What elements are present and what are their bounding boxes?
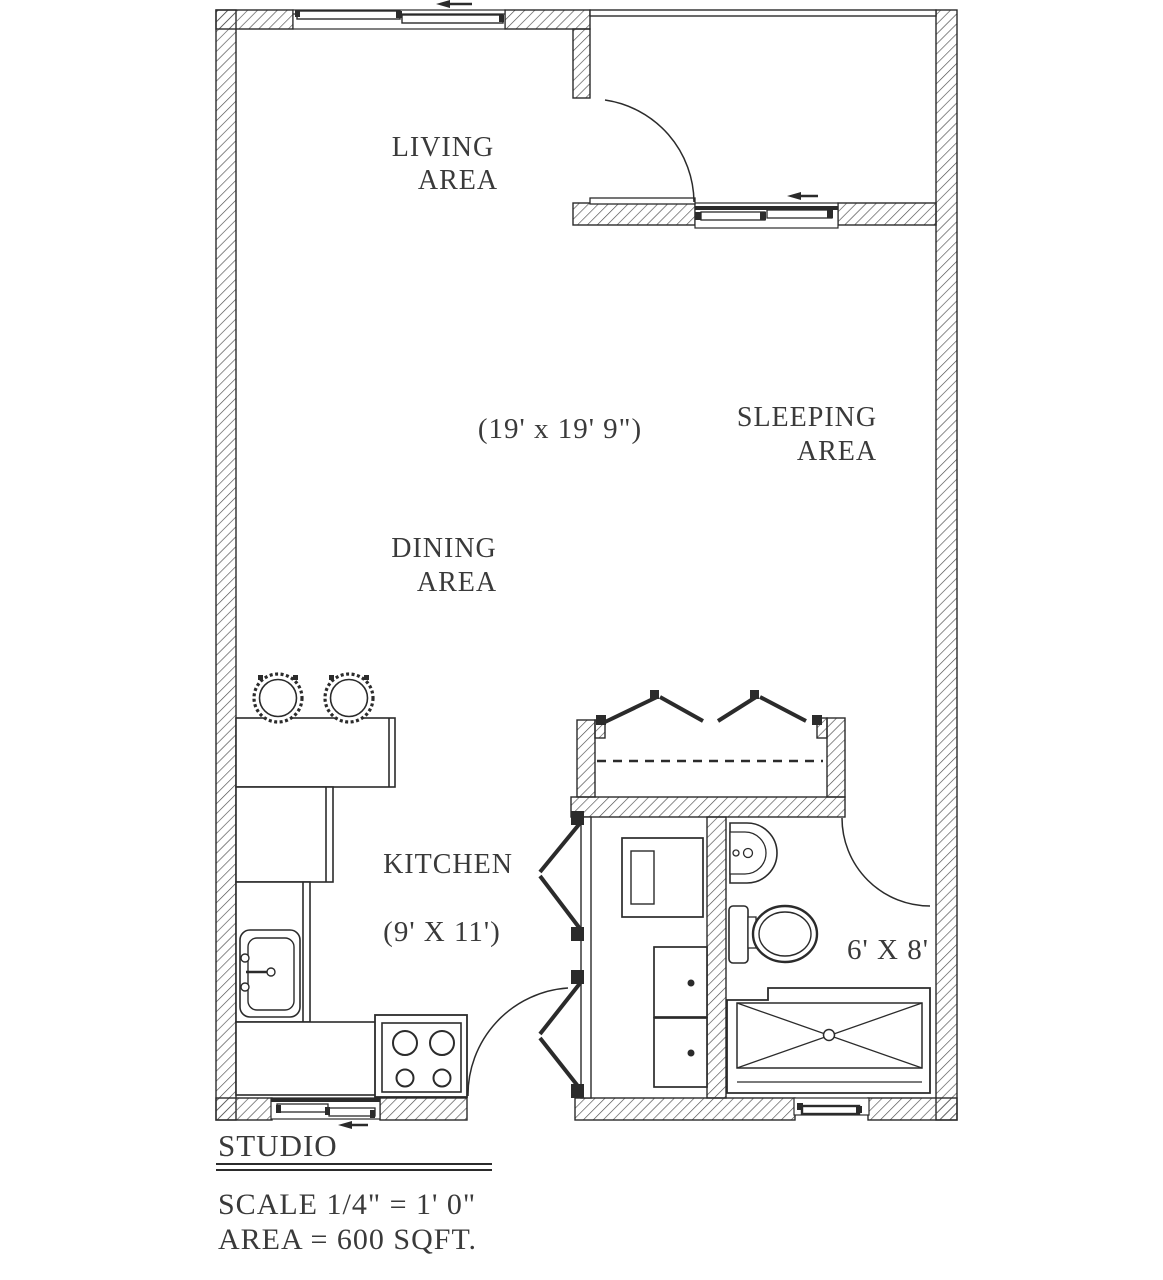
bathtub <box>727 988 930 1093</box>
bathroom-left-wall <box>707 817 726 1098</box>
kitchen-sink <box>240 930 300 1017</box>
closet-bifold-pivots <box>596 690 822 725</box>
utility-cabinet-upper <box>654 947 707 1017</box>
toilet <box>729 906 817 963</box>
living-area-label-line2: AREA <box>417 165 499 196</box>
closet-left-stub <box>577 720 595 797</box>
wall-top-left <box>216 10 293 29</box>
toilet-tank <box>729 906 748 963</box>
sleeping-area-label-line2: AREA <box>796 436 878 467</box>
plan-title: STUDIO <box>218 1128 338 1163</box>
kitchen-dimension: (9' X 11') <box>383 916 501 948</box>
wall-bottom-4 <box>868 1098 957 1120</box>
closet-right-stub <box>827 718 845 797</box>
wall-left <box>216 10 236 1120</box>
top-sliding-window <box>293 10 505 29</box>
utility-left-wall <box>581 817 591 1098</box>
bathroom-window <box>794 1098 869 1115</box>
kitchen-label: KITCHEN <box>383 849 513 880</box>
dining-area-label-line1: DINING <box>391 533 497 564</box>
tub-drain <box>824 1030 835 1041</box>
vestibule-left-stub <box>573 29 590 98</box>
wall-right <box>936 10 957 1120</box>
wall-top-right <box>505 10 590 29</box>
burner <box>430 1031 454 1055</box>
utility-cabinet-lower <box>654 1018 707 1087</box>
bar-stools <box>254 674 373 722</box>
title-block <box>216 1128 492 1256</box>
closet-bottom-wall <box>571 797 845 817</box>
left-arrow-icon <box>338 1121 368 1129</box>
bathroom-dimension: 6' X 8' <box>847 934 929 966</box>
living-area-label-line1: LIVING <box>391 132 495 163</box>
utility-fixtures <box>622 838 707 1087</box>
closet-bifold-doors <box>605 697 806 722</box>
main-room-dimension: (19' x 19' 9") <box>477 413 643 445</box>
vestibule-sliding-door <box>695 203 838 228</box>
entry-door-swing-arc <box>468 988 568 1096</box>
sink-knob <box>241 983 249 991</box>
kitchen-counter-mid <box>236 787 333 882</box>
wall-bottom-1 <box>216 1098 272 1120</box>
vestibule-bottom-wall-left <box>573 203 695 225</box>
bar-counter <box>236 718 395 787</box>
wall-bottom-2 <box>380 1098 467 1120</box>
kitchen-fixtures <box>236 718 395 1095</box>
vestibule-window-wall <box>590 10 936 16</box>
sleeping-area-label-line1: SLEEPING <box>736 402 878 433</box>
wall-bottom-3 <box>575 1098 795 1120</box>
kitchen-sliding-window <box>271 1098 380 1119</box>
bathroom-sink <box>730 823 777 883</box>
plan-area: AREA = 600 SQFT. <box>218 1223 478 1256</box>
sink-knob <box>241 954 249 962</box>
vestibule-door-swing-arc <box>605 100 694 202</box>
dining-area-label-line2: AREA <box>416 567 498 598</box>
left-arrow-icon <box>787 192 818 200</box>
left-arrow-icon <box>436 0 472 8</box>
vestibule-bottom-wall-right <box>838 203 936 225</box>
burner <box>434 1070 451 1087</box>
stove <box>375 1015 467 1097</box>
burner <box>393 1031 417 1055</box>
plan-scale: SCALE 1/4" = 1' 0" <box>218 1188 477 1221</box>
utility-bifold-doors <box>540 822 581 1090</box>
bathroom-door-swing-arc <box>842 818 930 906</box>
burner <box>397 1070 414 1087</box>
kitchen-counter-bottom <box>236 1022 378 1095</box>
vestibule-door <box>590 100 695 204</box>
